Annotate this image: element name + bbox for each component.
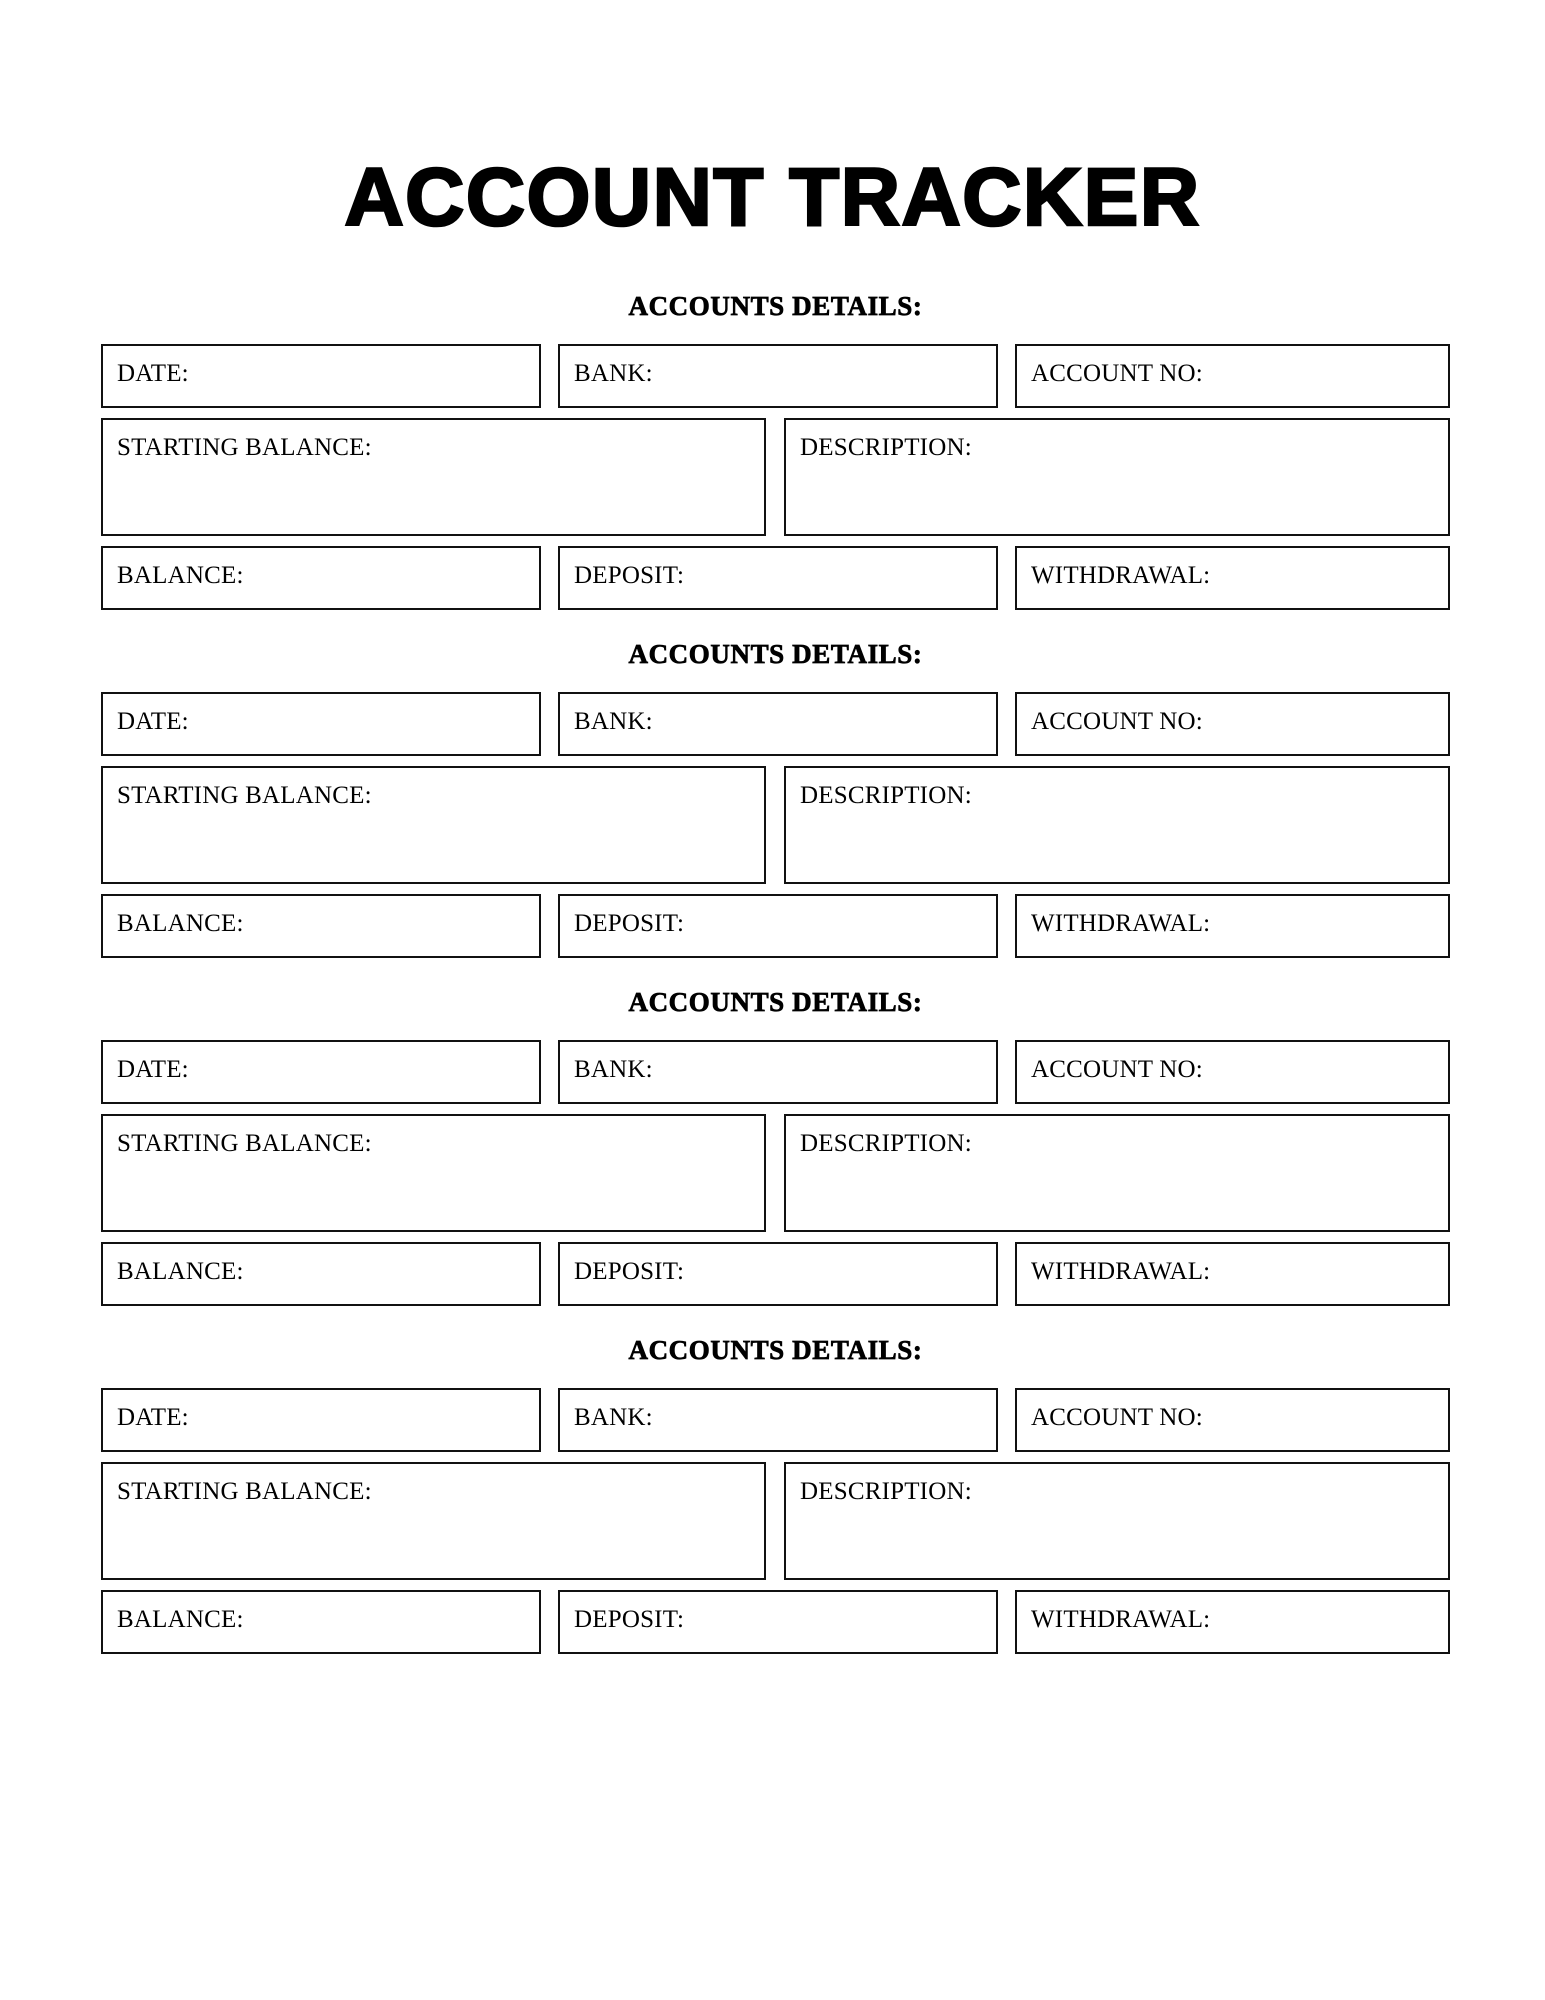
field-description-2[interactable] (784, 766, 1450, 884)
field-label-deposit-2: DEPOSIT: (574, 910, 685, 937)
field-label-withdrawal-4: WITHDRAWAL: (1031, 1606, 1211, 1633)
section-3-row-balance-description (101, 1114, 1450, 1232)
field-starting-balance-4[interactable] (101, 1462, 766, 1580)
field-balance-2[interactable] (101, 894, 541, 958)
page-title: ACCOUNT TRACKER (344, 151, 1201, 243)
field-deposit-3[interactable] (558, 1242, 998, 1306)
field-label-bank-3: BANK: (574, 1056, 653, 1083)
field-label-account-no-2: ACCOUNT NO: (1031, 708, 1203, 735)
field-label-deposit-1: DEPOSIT: (574, 562, 685, 589)
section-1-row-balance-description (101, 418, 1450, 536)
field-label-balance-1: BALANCE: (117, 562, 244, 589)
field-withdrawal-2[interactable] (1015, 894, 1450, 958)
field-account-no-1[interactable] (1015, 344, 1450, 408)
section-2-row-transactions (101, 894, 1450, 958)
section-header-3: ACCOUNTS DETAILS: (628, 987, 923, 1017)
field-label-balance-2: BALANCE: (117, 910, 244, 937)
field-description-3[interactable] (784, 1114, 1450, 1232)
field-label-withdrawal-3: WITHDRAWAL: (1031, 1258, 1211, 1285)
field-label-date-1: DATE: (117, 360, 189, 387)
field-date-2[interactable] (101, 692, 541, 756)
field-label-description-4: DESCRIPTION: (800, 1478, 972, 1505)
field-label-withdrawal-1: WITHDRAWAL: (1031, 562, 1211, 589)
field-bank-3[interactable] (558, 1040, 998, 1104)
section-4-row-transactions (101, 1590, 1450, 1654)
field-label-date-4: DATE: (117, 1404, 189, 1431)
field-bank-2[interactable] (558, 692, 998, 756)
section-1-row-identity (101, 344, 1450, 408)
field-label-account-no-1: ACCOUNT NO: (1031, 360, 1203, 387)
field-starting-balance-2[interactable] (101, 766, 766, 884)
field-label-bank-2: BANK: (574, 708, 653, 735)
field-label-bank-4: BANK: (574, 1404, 653, 1431)
account-section-4 (101, 1334, 1450, 1654)
section-header-4: ACCOUNTS DETAILS: (628, 1335, 923, 1365)
field-label-starting-balance-1: STARTING BALANCE: (117, 434, 372, 461)
field-withdrawal-4[interactable] (1015, 1590, 1450, 1654)
field-withdrawal-3[interactable] (1015, 1242, 1450, 1306)
field-date-1[interactable] (101, 344, 541, 408)
field-date-3[interactable] (101, 1040, 541, 1104)
account-section-1 (101, 290, 1450, 610)
field-label-deposit-3: DEPOSIT: (574, 1258, 685, 1285)
field-bank-1[interactable] (558, 344, 998, 408)
section-4-row-balance-description (101, 1462, 1450, 1580)
field-starting-balance-1[interactable] (101, 418, 766, 536)
field-label-description-3: DESCRIPTION: (800, 1130, 972, 1157)
field-label-description-2: DESCRIPTION: (800, 782, 972, 809)
section-2-row-balance-description (101, 766, 1450, 884)
field-balance-3[interactable] (101, 1242, 541, 1306)
field-withdrawal-1[interactable] (1015, 546, 1450, 610)
section-1-row-transactions (101, 546, 1450, 610)
field-deposit-1[interactable] (558, 546, 998, 610)
field-label-balance-3: BALANCE: (117, 1258, 244, 1285)
field-deposit-4[interactable] (558, 1590, 998, 1654)
field-description-4[interactable] (784, 1462, 1450, 1580)
field-deposit-2[interactable] (558, 894, 998, 958)
account-section-3 (101, 986, 1450, 1306)
field-date-4[interactable] (101, 1388, 541, 1452)
account-section-2 (101, 638, 1450, 958)
field-account-no-3[interactable] (1015, 1040, 1450, 1104)
section-header-1: ACCOUNTS DETAILS: (628, 291, 923, 321)
field-account-no-2[interactable] (1015, 692, 1450, 756)
field-label-deposit-4: DEPOSIT: (574, 1606, 685, 1633)
field-balance-4[interactable] (101, 1590, 541, 1654)
field-label-account-no-4: ACCOUNT NO: (1031, 1404, 1203, 1431)
section-header-2: ACCOUNTS DETAILS: (628, 639, 923, 669)
field-label-starting-balance-4: STARTING BALANCE: (117, 1478, 372, 1505)
section-3-row-identity (101, 1040, 1450, 1104)
sections-container (101, 290, 1450, 1654)
field-bank-4[interactable] (558, 1388, 998, 1452)
field-description-1[interactable] (784, 418, 1450, 536)
field-label-starting-balance-2: STARTING BALANCE: (117, 782, 372, 809)
section-3-row-transactions (101, 1242, 1450, 1306)
field-label-account-no-3: ACCOUNT NO: (1031, 1056, 1203, 1083)
field-label-withdrawal-2: WITHDRAWAL: (1031, 910, 1211, 937)
field-label-date-2: DATE: (117, 708, 189, 735)
field-label-starting-balance-3: STARTING BALANCE: (117, 1130, 372, 1157)
field-balance-1[interactable] (101, 546, 541, 610)
section-4-row-identity (101, 1388, 1450, 1452)
field-account-no-4[interactable] (1015, 1388, 1450, 1452)
field-label-date-3: DATE: (117, 1056, 189, 1083)
field-starting-balance-3[interactable] (101, 1114, 766, 1232)
field-label-description-1: DESCRIPTION: (800, 434, 972, 461)
field-label-balance-4: BALANCE: (117, 1606, 244, 1633)
field-label-bank-1: BANK: (574, 360, 653, 387)
section-2-row-identity (101, 692, 1450, 756)
